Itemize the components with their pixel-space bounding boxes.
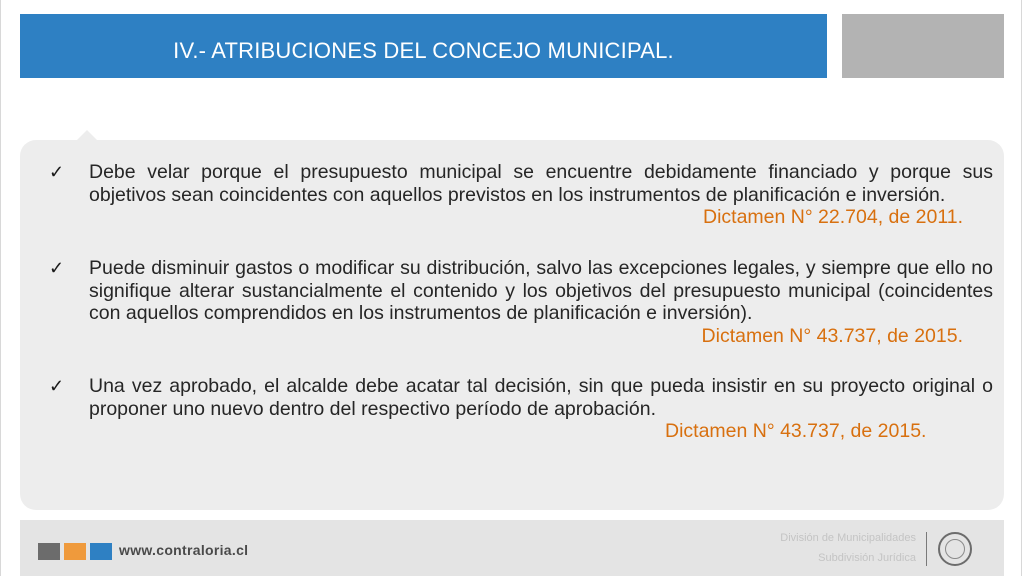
check-icon: ✓ [49, 376, 65, 396]
dictamen-reference: Dictamen N° 22.704, de 2011. [702, 206, 963, 228]
contraloria-seal-icon [938, 532, 972, 566]
division-label: División de Municipalidades [780, 532, 916, 544]
list-item [49, 375, 993, 443]
item-body: Puede disminuir gastos o modificar su distribución, salvo las excepciones legales, y siempre que ello no signifique alterar sustancialmente el contenido y los objetivos del presupuesto municipal (coincidentes con aquellos comprendidos en los instrumentos de planificación e inversión). [89, 257, 993, 324]
gray-square-icon [38, 543, 60, 560]
slide-title: IV.- ATRIBUCIONES DEL CONCEJO MUNICIPAL. [173, 38, 674, 63]
list-item-text [89, 375, 993, 443]
header-gray-block [842, 14, 1004, 78]
item-body: Una vez aprobado, el alcalde debe acatar tal decisión, sin que pueda insistir en su proyecto original o proponer uno nuevo dentro del respectivo período de aprobación. [89, 375, 993, 420]
left-border-line [0, 0, 1, 576]
dictamen-reference: Dictamen N° 43.737, de 2015. [701, 324, 963, 347]
subdivision-label: Subdivisión Jurídica [818, 552, 916, 564]
orange-square-icon [64, 543, 86, 560]
right-border-line [1021, 0, 1022, 576]
website-link[interactable]: www.contraloria.cl [119, 542, 249, 558]
dictamen-reference: Dictamen N° 43.737, de 2015. [665, 420, 927, 442]
seal-emblem-icon [945, 539, 965, 559]
list-item [49, 161, 993, 229]
blue-square-icon [90, 543, 112, 560]
footer-divider [926, 532, 927, 566]
title-bar [20, 14, 827, 78]
check-icon: ✓ [49, 258, 65, 278]
check-icon: ✓ [49, 162, 65, 182]
footer [20, 520, 1004, 576]
list-item [49, 257, 993, 347]
list-item-text [89, 161, 993, 228]
item-body: Debe velar porque el presupuesto municipal se encuentre debidamente financiado y porque sus objetivos sean coincidentes con aquellos previstos en los instrumentos de planificación e inversión. [89, 161, 993, 206]
list-item-text [89, 257, 993, 347]
